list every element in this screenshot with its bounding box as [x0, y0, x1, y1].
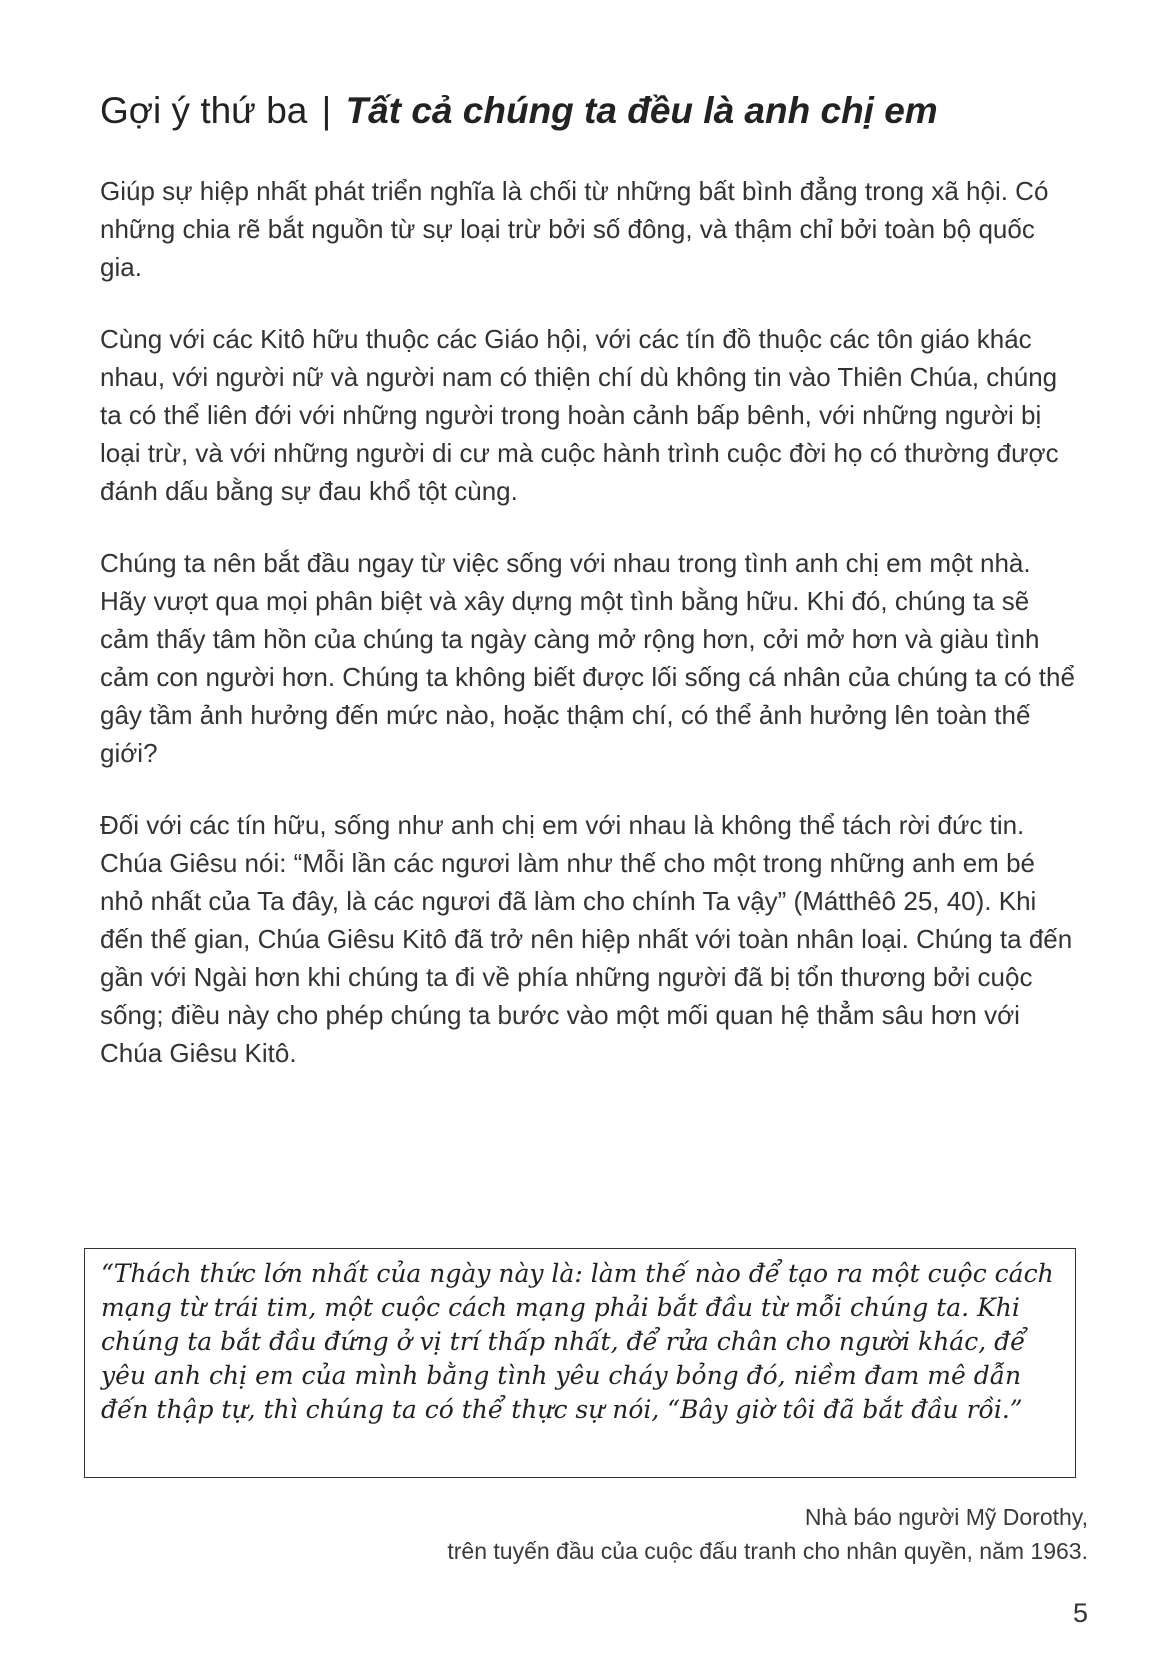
heading-separator: |: [321, 90, 332, 131]
paragraph-2: Cùng với các Kitô hữu thuộc các Giáo hội, với các tín đồ thuộc các tôn giáo khác nhau, với người nữ và người nam có thiện chí dù không tin vào Thiên Chúa, chúng ta có thể liên đới với những người trong hoàn cảnh bấp bênh, với những người bị loại trừ, và với những người di cư mà cuộc hành trình cuộc đời họ có thường được đánh dấu bằng sự đau khổ tột cùng.: [100, 324, 1059, 506]
body-text: [100, 172, 1080, 1106]
page-number: 5: [1072, 1598, 1088, 1628]
heading-title: Tất cả chúng ta đều là anh chị em: [345, 90, 938, 131]
paragraph-4: Đối với các tín hữu, sống như anh chị em với nhau là không thể tách rời đức tin. Chúa Giêsu nói: “Mỗi lần các ngươi làm như thế cho một trong những anh em bé nhỏ nhất của Ta đây, là các ngươi đã làm cho chính Ta vậy” (Mátthêô 25, 40). Khi đến thế gian, Chúa Giêsu Kitô đã trở nên hiệp nhất với toàn nhân loại. Chúng ta đến gần với Ngài hơn khi chúng ta đi về phía những người đã bị tổn thương bởi cuộc sống; điều này cho phép chúng ta bước vào một mối quan hệ thẳm sâu hơn với Chúa Giêsu Kitô.: [100, 810, 1073, 1068]
paragraph-3: Chúng ta nên bắt đầu ngay từ việc sống với nhau trong tình anh chị em một nhà. Hãy vượt qua mọi phân biệt và xây dựng một tình bằng hữu. Khi đó, chúng ta sẽ cảm thấy tâm hồn của chúng ta ngày càng mở rộng hơn, cởi mở hơn và giàu tình cảm con người hơn. Chúng ta không biết được lối sống cá nhân của chúng ta có thể gây tầm ảnh hưởng đến mức nào, hoặc thậm chí, có thể ảnh hưởng lên toàn thế giới?: [100, 548, 1075, 768]
paragraph-1: Giúp sự hiệp nhất phát triển nghĩa là chối từ những bất bình đẳng trong xã hội. Có những chia rẽ bắt nguồn từ sự loại trừ bởi số đông, và thậm chỉ bởi toàn bộ quốc gia.: [100, 176, 1049, 282]
heading-prefix: Gợi ý thứ ba: [100, 90, 308, 131]
page-heading: [100, 86, 1080, 136]
quote-box: [84, 1248, 1076, 1478]
attribution-line-1: Nhà báo người Mỹ Dorothy,: [804, 1504, 1088, 1530]
attribution-line-2: trên tuyến đầu của cuộc đấu tranh cho nhân quyền, năm 1963.: [447, 1538, 1088, 1564]
quote-text: “Thách thức lớn nhất của ngày này là: làm thế nào để tạo ra một cuộc cách mạng từ trái tim, một cuộc cách mạng phải bắt đầu từ mỗi chúng ta. Khi chúng ta bắt đầu đứng ở vị trí thấp nhất, để rửa chân cho người khác, để yêu anh chị em của mình bằng tình yêu cháy bỏng đó, niềm đam mê dẫn đến thập tự, thì chúng ta có thể thực sự nói, “Bây giờ tôi đã bắt đầu rồi.”: [101, 1259, 1054, 1424]
quote-attribution: [188, 1500, 1088, 1568]
